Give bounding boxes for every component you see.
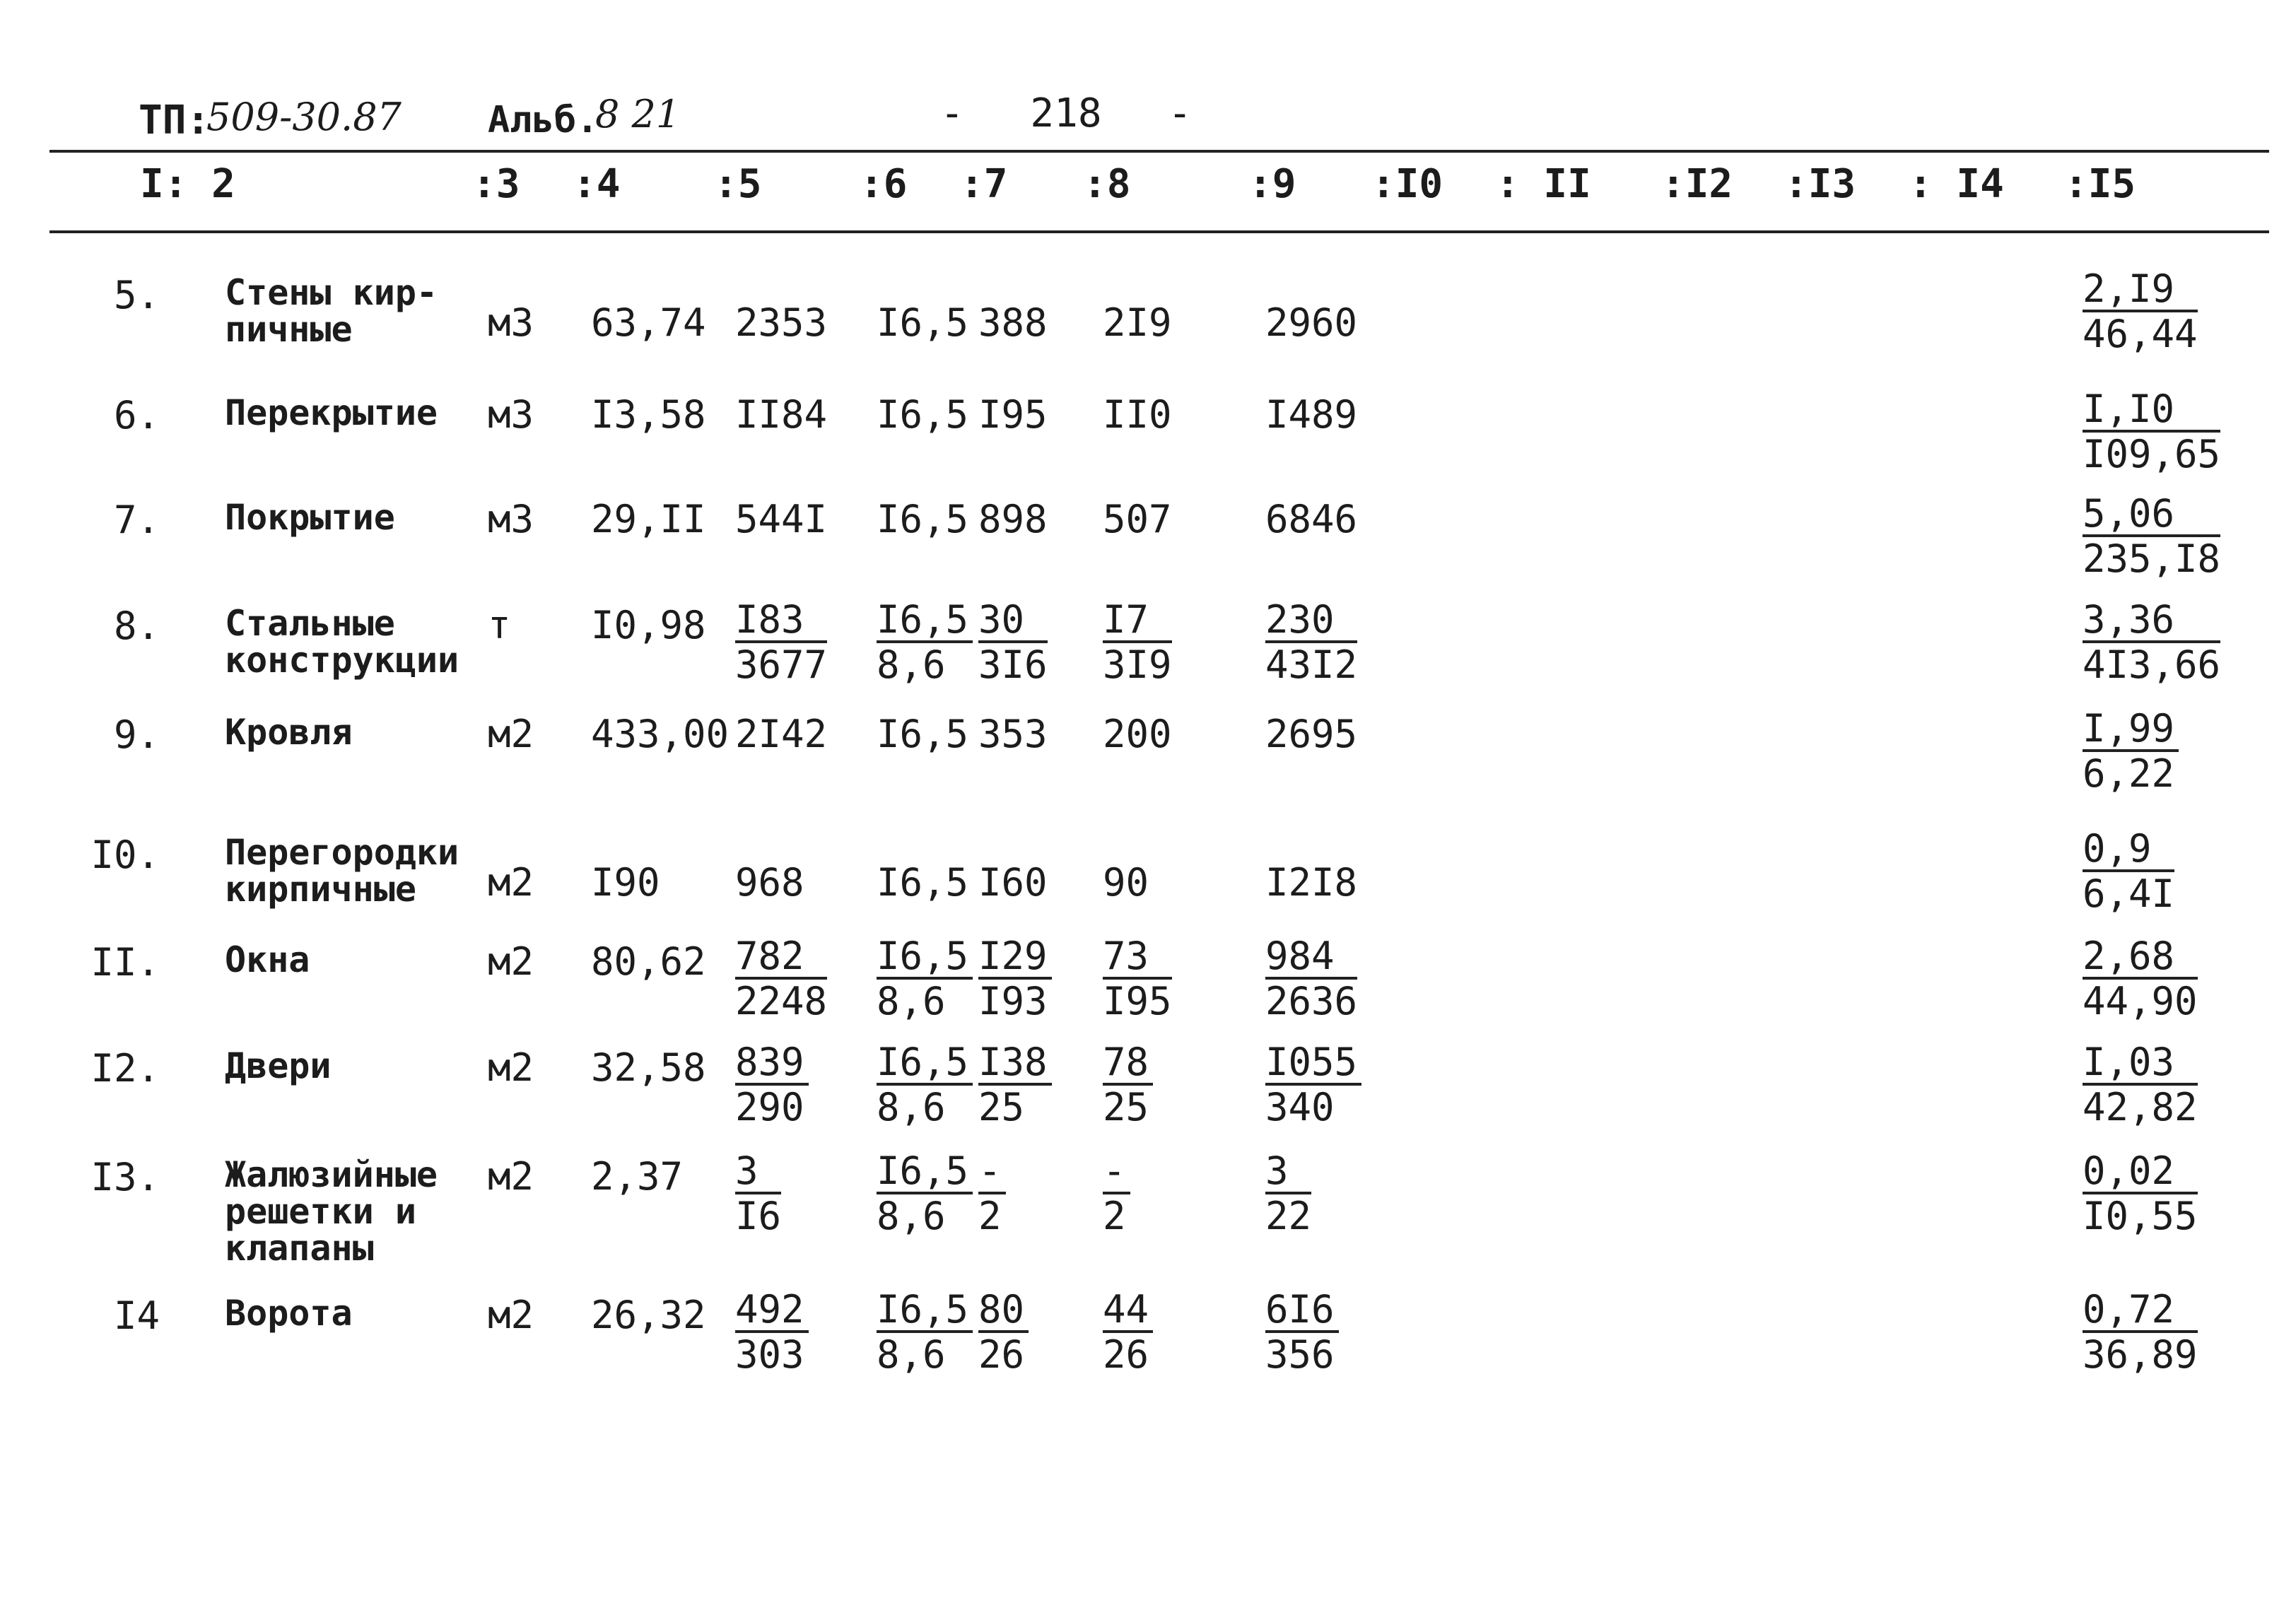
col-9-denominator: 340: [1265, 1085, 1335, 1129]
work-name: [225, 1295, 353, 1332]
col-15-fraction: [2083, 828, 2174, 916]
quantity: I0,98: [591, 603, 706, 647]
col-6: I6,5: [877, 712, 969, 756]
col-5-denominator: 3677: [735, 642, 828, 687]
col-7-fraction: [978, 936, 1052, 1023]
col-15-denominator: 42,82: [2083, 1085, 2198, 1129]
work-name-line: Ворота: [225, 1293, 353, 1334]
work-name: [225, 834, 459, 908]
col-6-denominator: 8,6: [877, 642, 946, 687]
col-9: I489: [1265, 392, 1358, 437]
col-8-numerator: I7: [1103, 599, 1172, 643]
col-6-fraction: [877, 599, 973, 687]
col-7-denominator: 2: [978, 1194, 1002, 1238]
col-15-denominator: 46,44: [2083, 312, 2198, 356]
col-7: 898: [978, 497, 1048, 541]
col-6: I6,5: [877, 860, 969, 905]
col-15-denominator: I0,55: [2083, 1194, 2198, 1238]
col-header-14: : I4: [1909, 161, 2004, 207]
col-5-numerator: 3: [735, 1151, 781, 1194]
col-8-numerator: -: [1103, 1151, 1130, 1194]
col-5: 968: [735, 860, 804, 905]
col-7: I60: [978, 860, 1048, 905]
col-9-numerator: 3: [1265, 1151, 1311, 1194]
col-7-numerator: 30: [978, 599, 1048, 643]
col-5-fraction: [735, 599, 827, 687]
col-9-denominator: 43I2: [1265, 642, 1358, 687]
col-9-fraction: [1265, 599, 1357, 687]
quantity: 80,62: [591, 939, 706, 984]
work-name-line: пичные: [225, 309, 353, 350]
work-name-line: конструкции: [225, 640, 459, 681]
row-number: I4: [113, 1293, 160, 1338]
col-5-fraction: [735, 1151, 781, 1238]
col-8-numerator: 73: [1103, 936, 1172, 980]
col-6-fraction: [877, 1289, 973, 1377]
col-9-fraction: [1265, 1042, 1361, 1129]
work-name-line: Окна: [225, 939, 310, 980]
col-15-denominator: 235,I8: [2083, 536, 2221, 581]
col-7-numerator: I29: [978, 936, 1052, 980]
col-5-denominator: I6: [735, 1194, 782, 1238]
unit: м3: [488, 497, 534, 541]
quantity: I3,58: [591, 392, 706, 437]
col-9-fraction: [1265, 1151, 1311, 1238]
col-6-numerator: I6,5: [877, 1289, 973, 1333]
col-8: 90: [1103, 860, 1149, 905]
col-5-fraction: [735, 1289, 809, 1377]
col-5: II84: [735, 392, 828, 437]
col-5-numerator: 839: [735, 1042, 809, 1086]
col-6-numerator: I6,5: [877, 936, 973, 980]
col-6-numerator: I6,5: [877, 1151, 973, 1194]
col-8-numerator: 44: [1103, 1289, 1153, 1333]
col-7-fraction: [978, 599, 1048, 687]
col-header-10: :I0: [1371, 161, 1443, 207]
row-number: 9.: [113, 712, 160, 757]
col-15-numerator: 2,I9: [2083, 269, 2198, 312]
col-8-fraction: [1103, 599, 1172, 687]
unit: м2: [488, 860, 534, 905]
col-9-denominator: 356: [1265, 1332, 1335, 1377]
col-9-fraction: [1265, 1289, 1339, 1377]
col-header-8: :8: [1083, 161, 1131, 207]
col-6-denominator: 8,6: [877, 1085, 946, 1129]
col-9: 6846: [1265, 497, 1358, 541]
col-15-fraction: [2083, 493, 2220, 581]
col-9-numerator: 230: [1265, 599, 1357, 643]
col-header-3: :3: [472, 161, 520, 207]
col-header-4: :4: [573, 161, 621, 207]
col-9-numerator: 984: [1265, 936, 1357, 980]
quantity: I90: [591, 860, 660, 905]
unit: т: [488, 603, 511, 647]
work-name: [225, 1047, 332, 1084]
quantity: 29,II: [591, 497, 706, 541]
col-6-fraction: [877, 1042, 973, 1129]
col-6-denominator: 8,6: [877, 1332, 946, 1377]
col-7: 353: [978, 712, 1048, 756]
col-7-numerator: 80: [978, 1289, 1029, 1333]
col-8-fraction: [1103, 1151, 1130, 1238]
col-15-denominator: 6,4I: [2083, 871, 2175, 916]
col-header-13: :I3: [1784, 161, 1856, 207]
unit: м2: [488, 1154, 534, 1199]
col-6-denominator: 8,6: [877, 979, 946, 1023]
unit: м2: [488, 939, 534, 984]
col-9: 2695: [1265, 712, 1358, 756]
col-7-denominator: 25: [978, 1085, 1025, 1129]
col-5-numerator: 782: [735, 936, 827, 980]
work-name: [225, 394, 438, 431]
col-15-fraction: [2083, 1151, 2198, 1238]
col-9-denominator: 2636: [1265, 979, 1358, 1023]
work-name: [225, 605, 459, 679]
quantity: 32,58: [591, 1045, 706, 1090]
col-header-1-2: I: 2: [140, 161, 235, 207]
col-15-fraction: [2083, 936, 2198, 1023]
col-15-numerator: 0,72: [2083, 1289, 2198, 1333]
col-15-numerator: 2,68: [2083, 936, 2198, 980]
col-5-fraction: [735, 936, 827, 1023]
col-15-fraction: [2083, 389, 2220, 476]
col-6-fraction: [877, 1151, 973, 1238]
row-number: 5.: [113, 273, 160, 317]
col-5-denominator: 303: [735, 1332, 804, 1377]
col-6-numerator: I6,5: [877, 599, 973, 643]
col-9-numerator: 6I6: [1265, 1289, 1339, 1333]
work-name-line: Покрытие: [225, 497, 395, 538]
col-6-numerator: I6,5: [877, 1042, 973, 1086]
col-header-7: :7: [960, 161, 1008, 207]
col-8-denominator: 26: [1103, 1332, 1149, 1377]
header-bottom-rule: [49, 230, 2269, 233]
row-number: 7.: [113, 498, 160, 542]
col-5-numerator: I83: [735, 599, 827, 643]
col-9-numerator: I055: [1265, 1042, 1361, 1086]
col-15-denominator: 44,90: [2083, 979, 2198, 1023]
col-8: 507: [1103, 497, 1172, 541]
work-name-line: Стальные: [225, 603, 395, 644]
col-7-fraction: [978, 1289, 1029, 1377]
col-15-fraction: [2083, 1289, 2198, 1377]
unit: м3: [488, 300, 534, 345]
work-name-line: Жалюзийные: [225, 1154, 438, 1195]
work-name: [225, 714, 353, 751]
col-15-numerator: 5,06: [2083, 493, 2220, 537]
quantity: 433,00: [591, 712, 730, 756]
col-6: I6,5: [877, 497, 969, 541]
col-8-fraction: [1103, 1289, 1153, 1377]
col-15-fraction: [2083, 1042, 2198, 1129]
row-number: I0.: [90, 833, 160, 877]
work-name-line: кирпичные: [225, 869, 416, 910]
col-7-denominator: I93: [978, 979, 1048, 1023]
col-7-denominator: 3I6: [978, 642, 1048, 687]
row-number: I2.: [90, 1046, 160, 1091]
doc-code: 509-30.87: [206, 95, 402, 139]
col-15-numerator: I,I0: [2083, 389, 2220, 433]
col-7-numerator: -: [978, 1151, 1006, 1194]
col-5-numerator: 492: [735, 1289, 809, 1333]
unit: м2: [488, 1293, 534, 1337]
col-8: 2I9: [1103, 300, 1172, 345]
album-label: Альб.: [488, 99, 599, 141]
unit: м3: [488, 392, 534, 437]
col-7-denominator: 26: [978, 1332, 1025, 1377]
col-8-numerator: 78: [1103, 1042, 1153, 1086]
col-header-6: :6: [860, 161, 908, 207]
work-name: [225, 274, 438, 348]
album-number: 8 21: [595, 92, 681, 136]
col-6-fraction: [877, 936, 973, 1023]
work-name: [225, 1156, 438, 1267]
work-name-line: Перегородки: [225, 832, 459, 873]
col-header-11: : II: [1496, 161, 1591, 207]
col-7-numerator: I38: [978, 1042, 1052, 1086]
row-number: 8.: [113, 604, 160, 648]
page-number: - 218 -: [940, 90, 1193, 136]
col-15-numerator: I,03: [2083, 1042, 2198, 1086]
col-5: 2353: [735, 300, 828, 345]
col-6: I6,5: [877, 392, 969, 437]
col-8: 200: [1103, 712, 1172, 756]
col-15-denominator: I09,65: [2083, 432, 2221, 476]
col-7: 388: [978, 300, 1048, 345]
col-15-denominator: 6,22: [2083, 751, 2175, 796]
row-number: II.: [90, 940, 160, 985]
col-header-5: :5: [714, 161, 762, 207]
col-7-fraction: [978, 1042, 1052, 1129]
col-15-fraction: [2083, 708, 2179, 796]
col-5-denominator: 2248: [735, 979, 828, 1023]
row-number: I3.: [90, 1155, 160, 1199]
col-7: I95: [978, 392, 1048, 437]
col-15-fraction: [2083, 599, 2220, 687]
work-name-line: Перекрытие: [225, 392, 438, 433]
work-name-line: Двери: [225, 1045, 332, 1086]
unit: м2: [488, 712, 534, 756]
col-5-fraction: [735, 1042, 809, 1129]
col-8-fraction: [1103, 936, 1172, 1023]
quantity: 63,74: [591, 300, 706, 345]
col-header-12: :I2: [1661, 161, 1733, 207]
work-name-line: решетки и: [225, 1191, 416, 1232]
doc-code-label: ТП:: [139, 98, 211, 143]
quantity: 26,32: [591, 1293, 706, 1337]
col-8: II0: [1103, 392, 1172, 437]
work-name-line: Кровля: [225, 712, 353, 753]
header-top-rule: [49, 150, 2269, 153]
col-15-fraction: [2083, 266, 2198, 356]
col-5-denominator: 290: [735, 1085, 804, 1129]
col-5: 2I42: [735, 712, 828, 756]
col-15-numerator: 0,9: [2083, 828, 2174, 872]
col-6: I6,5: [877, 300, 969, 345]
col-15-numerator: 0,02: [2083, 1151, 2198, 1194]
work-name: [225, 941, 310, 978]
col-header-15: :I5: [2064, 161, 2136, 207]
col-8-fraction: [1103, 1042, 1153, 1129]
col-8-denominator: I95: [1103, 979, 1172, 1023]
col-8-denominator: 25: [1103, 1085, 1149, 1129]
col-9-fraction: [1265, 936, 1357, 1023]
col-6-denominator: 8,6: [877, 1194, 946, 1238]
unit: м2: [488, 1045, 534, 1090]
col-9-denominator: 22: [1265, 1194, 1312, 1238]
col-header-9: :9: [1248, 161, 1296, 207]
col-9: 2960: [1265, 300, 1358, 345]
work-name-line: Стены кир-: [225, 272, 438, 313]
col-8-denominator: 2: [1103, 1194, 1126, 1238]
col-8-denominator: 3I9: [1103, 642, 1172, 687]
col-15-numerator: I,99: [2083, 708, 2179, 752]
col-15-denominator: 36,89: [2083, 1332, 2198, 1377]
col-15-numerator: 3,36: [2083, 599, 2220, 643]
work-name-line: клапаны: [225, 1228, 374, 1269]
quantity: 2,37: [591, 1154, 684, 1199]
work-name: [225, 499, 395, 536]
col-15-denominator: 4I3,66: [2083, 642, 2221, 687]
col-5: 544I: [735, 497, 828, 541]
row-number: 6.: [113, 393, 160, 438]
col-9: I2I8: [1265, 860, 1358, 905]
col-7-fraction: [978, 1151, 1006, 1238]
